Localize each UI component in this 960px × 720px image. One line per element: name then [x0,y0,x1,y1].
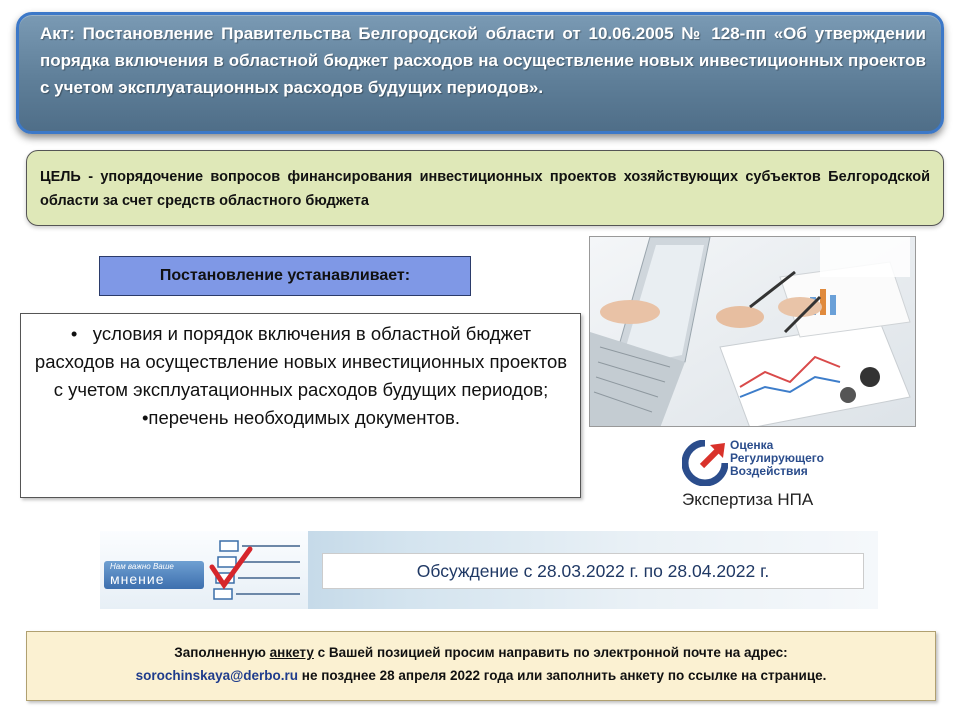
provision-item-text: •перечень необходимых документов. [141,407,461,428]
email-link[interactable]: sorochinskaya@derbo.ru [135,668,299,683]
laptop-charts-illustration [590,237,916,427]
orv-line-3: Воздействия [730,464,808,478]
note-text [30,641,932,687]
bullet-icon: • [70,323,78,344]
provision-item-text: условия и порядок включения в областной бюджет расходов на осуществление новых инвестиционных проектов с учетом эксплуатационных расходов будущих периодов; [34,323,568,400]
provision-item [32,404,570,432]
note-part-1: Заполненную [174,645,270,660]
note-part-3: не позднее 28 апреля 2022 года или заполнить анкету по ссылке на странице. [298,668,827,683]
discussion-period: Обсуждение с 28.03.2022 г. по 28.04.2022 г. [322,553,864,589]
document-title: Акт: Постановление Правительства Белгородской области от 10.06.2005 № 128-пп «Об утверждении порядка включения в областной бюджет расходов на осуществление новых инвестиционных проектов с учетом эксплуатационных расходов будущих периодов». [40,24,926,97]
orv-logo-icon [682,440,728,486]
questionnaire-link[interactable]: анкету [269,645,314,660]
opinion-small-text: Нам важно Ваше [110,562,174,571]
orv-caption: Экспертиза НПА [682,490,814,509]
orv-line-2: Регулирующего [730,451,824,465]
establishes-label: Постановление устанавливает: [99,256,471,296]
goal-text: ЦЕЛЬ - упорядочение вопросов финансирования инвестиционных проектов хозяйствующих субъектов Белгородской области за счет средств областного бюджета [40,169,930,209]
provisions-list [32,320,570,432]
opinion-big-text: мнение [110,571,165,587]
note-part-2: с Вашей позицией просим направить по электронной почте на адрес: [313,645,788,660]
laptop-charts-photo [589,236,916,427]
orv-line-1: Оценка [730,438,774,452]
provision-item [32,320,570,404]
orv-logo-text [730,439,824,478]
